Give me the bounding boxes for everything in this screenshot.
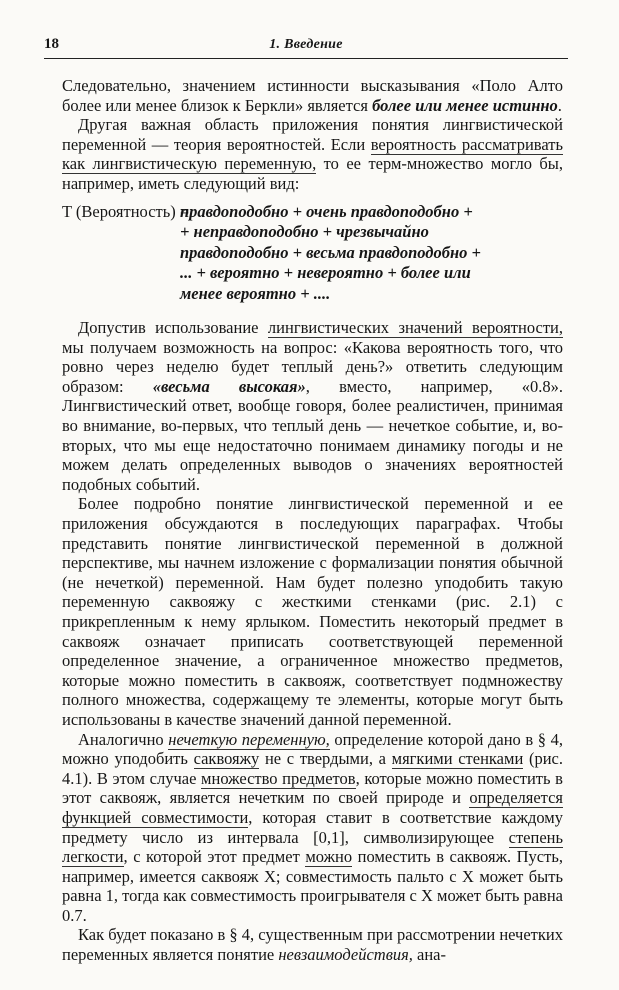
p2-text: Другая важная область приложения понятия лингвистической переменной — теория вероятностей. Если — [62, 115, 563, 154]
p5-text-g: (рис. 4.1). В этом случае — [62, 749, 563, 788]
p6-text-end: ана- — [412, 945, 447, 965]
p5-italic-term: нечеткую переменную, — [168, 729, 330, 749]
p5-text-k: , которая ставит в соответствие каждому предмету число из интервала [0,1], символизирующее — [62, 807, 563, 847]
p5-text-e: не с твердыми, а — [259, 749, 392, 769]
p5-text-a: Аналогично — [78, 729, 169, 749]
paragraph-4: Более подробно понятие лингвистической переменной и ее приложения обсуждаются в последующих параграфах. Чтобы представить понятие лингвистической переменной в должной перспективе, мы начнем изложение с формализации понятия обычной (не нечеткой) переменной. Нам будет полезно уподобить такую переменную саквояжу с жесткими стенками (рис. 2.1) с прикрепленным к нему ярлыком. Поместить некоторый предмет в саквояж означает приписать соответствующей переменной определенное значение, а ограниченное множество предметов, которые можно поместить в саквояж, соответствует подмножеству полного множества, содержащему те элементы, которые могут быть использованы в качестве значений данной переменной. — [62, 494, 563, 729]
p5-underlined-f: мягкими стенками — [391, 749, 524, 769]
running-title: 1. Введение — [269, 37, 343, 52]
p3-underlined: лингвистических значений вероятности, — [267, 318, 563, 338]
page-number: 18 — [44, 36, 59, 52]
page-body — [62, 76, 563, 965]
p1-text: Следовательно, значением истинности высказывания «Поло Алто более или менее близок к Беркли» является — [62, 76, 563, 115]
p5-text-m: , с которой этот предмет — [123, 847, 306, 867]
formula-line-3: правдоподобно + весьма правдоподобно + — [180, 242, 481, 262]
p3-text: Допустив использование — [78, 318, 268, 338]
p5-underlined-h: множество предметов — [201, 768, 356, 788]
p5-text-o: поместить в саквояж. Пусть, например, имеется саквояж X; совместимость пальто с X может быть равна 1, тогда как совместимость проигрывателя с X может быть равна 0.7. — [62, 847, 564, 925]
term-set-formula — [62, 202, 563, 305]
p3-text-3: , вместо, например, «0.8». Лингвистический ответ, вообще говоря, более реалистичен, принимая во внимание, во-первых, что теплый день — нечеткое событие, и, во-вторых, что мы еще недостаточно понимаем динамику погоды и не можем делать определенных выводов о значениях вероятностей подобных событий. — [62, 376, 563, 494]
p2-text-end: то ее терм-множество могло бы, например, иметь следующий вид: — [62, 154, 564, 193]
formula-line-1: правдоподобно + очень правдоподобно + — [180, 201, 473, 221]
p5-underlined-l: степень легкости — [62, 827, 563, 867]
paragraph-2 — [62, 115, 563, 193]
formula-lhs: T (Вероятность) = — [62, 201, 190, 221]
paragraph-6 — [62, 925, 563, 964]
p5-underlined-n: можно — [305, 847, 353, 867]
page-header — [44, 36, 568, 59]
p6-text: Как будет показано в § 4, существенным при рассмотрении нечетких переменных является понятие — [62, 925, 563, 965]
formula-line-4: ... + вероятно + невероятно + более или — [180, 263, 471, 283]
paragraph-5 — [62, 730, 563, 926]
p3-text-2: мы получаем возможность на вопрос: «Какова вероятность того, что ровно через неделю будет теплый день?» ответить следующим образом: — [62, 337, 563, 396]
p5-underlined-d: саквояжу — [193, 749, 260, 769]
p6-italic-term: невзаимодействия, — [278, 945, 413, 965]
p5-text-c: определение которой дано в § 4, можно уподобить — [62, 729, 563, 769]
p1-emphasis: более или менее истинно — [372, 95, 558, 115]
p5-text-i: , которые можно поместить в этот саквояж, является нечетким по своей природе и — [62, 768, 563, 808]
paragraph-3 — [62, 318, 563, 494]
formula-line-5: менее вероятно + .... — [180, 283, 331, 303]
formula-line-2: + неправдоподобно + чрезвычайно — [180, 222, 429, 242]
paragraph-1 — [62, 76, 563, 115]
p1-end: . — [557, 95, 562, 115]
p5-underlined-j: определяется функцией совместимости — [62, 788, 563, 827]
p2-underlined: вероятность рассматривать как лингвистическую переменную, — [62, 134, 563, 174]
p3-emphasis: «весьма высокая» — [152, 376, 306, 396]
